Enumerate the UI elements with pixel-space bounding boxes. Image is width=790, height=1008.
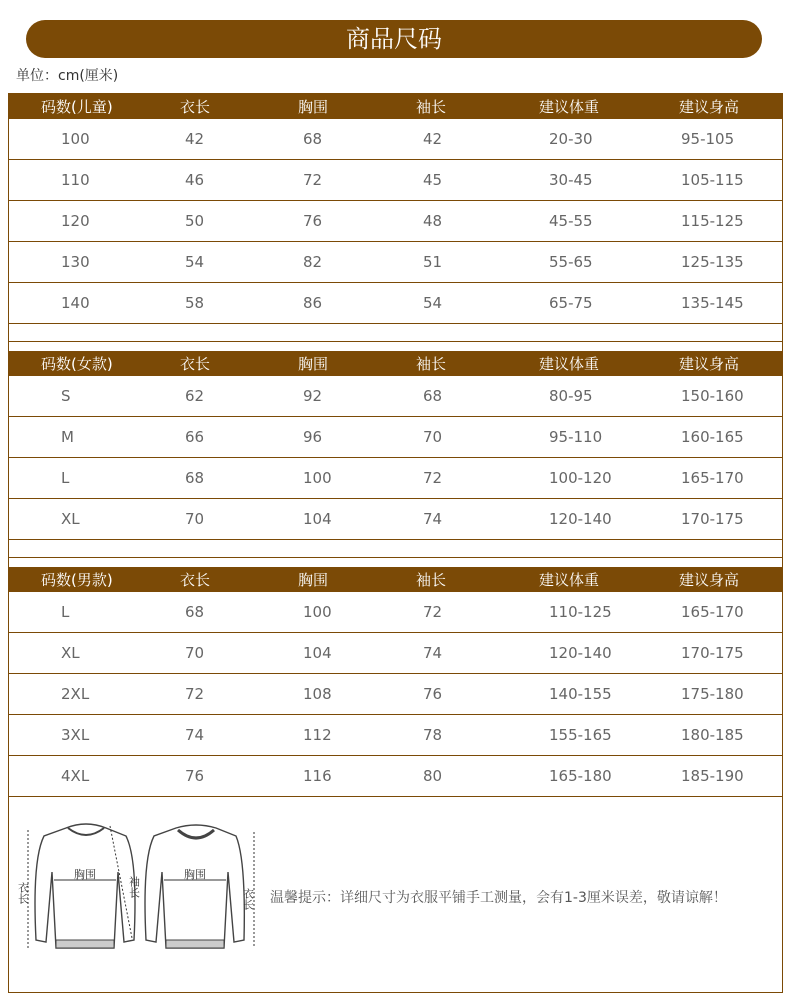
table-cell: 125-135 bbox=[681, 253, 744, 271]
table-cell: 120 bbox=[61, 212, 90, 230]
table-cell: 165-170 bbox=[681, 469, 744, 487]
table-cell: 68 bbox=[185, 469, 205, 487]
table-cell: 62 bbox=[185, 387, 205, 405]
table-cell: 68 bbox=[423, 387, 443, 405]
table-cell: 140-155 bbox=[549, 685, 612, 703]
table-cell: 92 bbox=[303, 387, 323, 405]
table-cell: M bbox=[61, 428, 74, 446]
table-row bbox=[9, 674, 782, 715]
table-cell: 66 bbox=[185, 428, 205, 446]
table-cell: 100 bbox=[303, 469, 332, 487]
column-header: 建议身高 bbox=[679, 355, 740, 373]
table-cell: 30-45 bbox=[549, 171, 593, 189]
table-cell: 175-180 bbox=[681, 685, 744, 703]
table-cell: 2XL bbox=[61, 685, 90, 703]
table-cell: 180-185 bbox=[681, 726, 744, 744]
column-header: 胸围 bbox=[298, 98, 329, 116]
table-row bbox=[9, 160, 782, 201]
table-cell: 68 bbox=[303, 130, 323, 148]
table-cell: 72 bbox=[185, 685, 205, 703]
section-label: 码数(女款) bbox=[41, 355, 113, 373]
table-row bbox=[9, 242, 782, 283]
table-row bbox=[9, 633, 782, 674]
table-cell: 155-165 bbox=[549, 726, 612, 744]
table-cell: 55-65 bbox=[549, 253, 593, 271]
size-section bbox=[9, 351, 782, 558]
table-cell: 150-160 bbox=[681, 387, 744, 405]
section-header-row bbox=[9, 567, 782, 592]
table-cell: 42 bbox=[185, 130, 205, 148]
table-cell: 20-30 bbox=[549, 130, 593, 148]
chest-label-left: 胸围 bbox=[74, 868, 96, 881]
measurement-tip: 温馨提示：详细尺寸为衣服平铺手工测量，会有1-3厘米误差，敬请谅解！ bbox=[270, 890, 727, 906]
table-cell: 70 bbox=[185, 510, 205, 528]
table-cell: 74 bbox=[423, 510, 443, 528]
length-label-left: 衣长 bbox=[16, 882, 30, 904]
table-cell: 116 bbox=[303, 767, 332, 785]
section-label: 码数(男款) bbox=[41, 571, 113, 589]
column-header: 袖长 bbox=[416, 98, 447, 116]
table-cell: 72 bbox=[303, 171, 323, 189]
table-cell: 72 bbox=[423, 603, 443, 621]
table-cell: 140 bbox=[61, 294, 90, 312]
table-row bbox=[9, 592, 782, 633]
sweater-front-outline bbox=[35, 824, 135, 948]
table-cell: 100 bbox=[61, 130, 90, 148]
table-cell: 170-175 bbox=[681, 510, 744, 528]
table-cell: 45-55 bbox=[549, 212, 593, 230]
column-header: 建议身高 bbox=[679, 98, 740, 116]
table-cell: 110 bbox=[61, 171, 90, 189]
table-cell: 95-110 bbox=[549, 428, 603, 446]
size-section bbox=[9, 567, 782, 797]
column-header: 袖长 bbox=[416, 355, 447, 373]
table-cell: 54 bbox=[185, 253, 205, 271]
section-header-row bbox=[9, 351, 782, 376]
length-label-right: 衣长 bbox=[241, 888, 255, 910]
unit-label: 单位：cm(厘米) bbox=[16, 68, 119, 84]
table-cell: 54 bbox=[423, 294, 443, 312]
table-cell: 115-125 bbox=[681, 212, 744, 230]
table-cell: 68 bbox=[185, 603, 205, 621]
table-row bbox=[9, 715, 782, 756]
table-cell: 120-140 bbox=[549, 510, 612, 528]
table-cell: 170-175 bbox=[681, 644, 744, 662]
section-label: 码数(儿童) bbox=[41, 98, 113, 116]
table-cell: 82 bbox=[303, 253, 323, 271]
table-cell: 74 bbox=[423, 644, 443, 662]
table-cell: L bbox=[61, 603, 70, 621]
sleeve-label: 袖长 bbox=[127, 876, 141, 898]
table-row bbox=[9, 283, 782, 324]
table-cell: 160-165 bbox=[681, 428, 744, 446]
table-cell: 45 bbox=[423, 171, 443, 189]
table-cell: 70 bbox=[423, 428, 443, 446]
table-cell: 78 bbox=[423, 726, 443, 744]
table-row bbox=[9, 756, 782, 797]
column-header: 建议身高 bbox=[679, 571, 740, 589]
table-cell: 104 bbox=[303, 510, 332, 528]
table-cell: 50 bbox=[185, 212, 205, 230]
table-cell: 110-125 bbox=[549, 603, 612, 621]
table-cell: 100 bbox=[303, 603, 332, 621]
section-header-row bbox=[9, 94, 782, 119]
table-cell: 165-170 bbox=[681, 603, 744, 621]
sweater-back-hem bbox=[166, 940, 224, 948]
size-section bbox=[9, 94, 782, 342]
table-cell: 130 bbox=[61, 253, 90, 271]
measurement-diagram bbox=[14, 820, 264, 960]
table-cell: 76 bbox=[185, 767, 205, 785]
table-cell: 96 bbox=[303, 428, 323, 446]
section-gap bbox=[9, 540, 782, 558]
section-gap bbox=[9, 324, 782, 342]
table-cell: 70 bbox=[185, 644, 205, 662]
column-header: 建议体重 bbox=[539, 571, 600, 589]
table-cell: 104 bbox=[303, 644, 332, 662]
table-row bbox=[9, 376, 782, 417]
column-header: 衣长 bbox=[180, 98, 211, 116]
table-cell: 120-140 bbox=[549, 644, 612, 662]
table-cell: L bbox=[61, 469, 70, 487]
table-cell: 112 bbox=[303, 726, 332, 744]
page-title-banner bbox=[26, 20, 762, 58]
table-cell: S bbox=[61, 387, 71, 405]
column-header: 建议体重 bbox=[539, 355, 600, 373]
table-cell: 4XL bbox=[61, 767, 90, 785]
column-header: 胸围 bbox=[298, 355, 329, 373]
table-row bbox=[9, 417, 782, 458]
table-row bbox=[9, 458, 782, 499]
column-header: 胸围 bbox=[298, 571, 329, 589]
table-row bbox=[9, 499, 782, 540]
column-header: 建议体重 bbox=[539, 98, 600, 116]
table-cell: 95-105 bbox=[681, 130, 735, 148]
table-cell: 76 bbox=[303, 212, 323, 230]
column-header: 衣长 bbox=[180, 571, 211, 589]
table-cell: 48 bbox=[423, 212, 443, 230]
table-cell: 100-120 bbox=[549, 469, 612, 487]
sweater-front-hem bbox=[56, 940, 114, 948]
table-cell: 74 bbox=[185, 726, 205, 744]
table-cell: 80-95 bbox=[549, 387, 593, 405]
table-cell: 51 bbox=[423, 253, 443, 271]
table-cell: 58 bbox=[185, 294, 205, 312]
column-header: 袖长 bbox=[416, 571, 447, 589]
chest-label-right: 胸围 bbox=[184, 868, 206, 881]
table-cell: 46 bbox=[185, 171, 205, 189]
column-header: 衣长 bbox=[180, 355, 211, 373]
table-cell: 80 bbox=[423, 767, 443, 785]
table-row bbox=[9, 119, 782, 160]
page-title: 商品尺码 bbox=[346, 25, 442, 53]
table-cell: XL bbox=[61, 644, 80, 662]
table-cell: 108 bbox=[303, 685, 332, 703]
table-cell: 86 bbox=[303, 294, 323, 312]
sweater-back-outline bbox=[145, 825, 244, 948]
table-cell: 76 bbox=[423, 685, 443, 703]
table-cell: XL bbox=[61, 510, 80, 528]
table-cell: 135-145 bbox=[681, 294, 744, 312]
table-cell: 42 bbox=[423, 130, 443, 148]
table-row bbox=[9, 201, 782, 242]
table-cell: 105-115 bbox=[681, 171, 744, 189]
table-cell: 65-75 bbox=[549, 294, 593, 312]
table-cell: 3XL bbox=[61, 726, 90, 744]
table-cell: 72 bbox=[423, 469, 443, 487]
table-cell: 165-180 bbox=[549, 767, 612, 785]
table-cell: 185-190 bbox=[681, 767, 744, 785]
